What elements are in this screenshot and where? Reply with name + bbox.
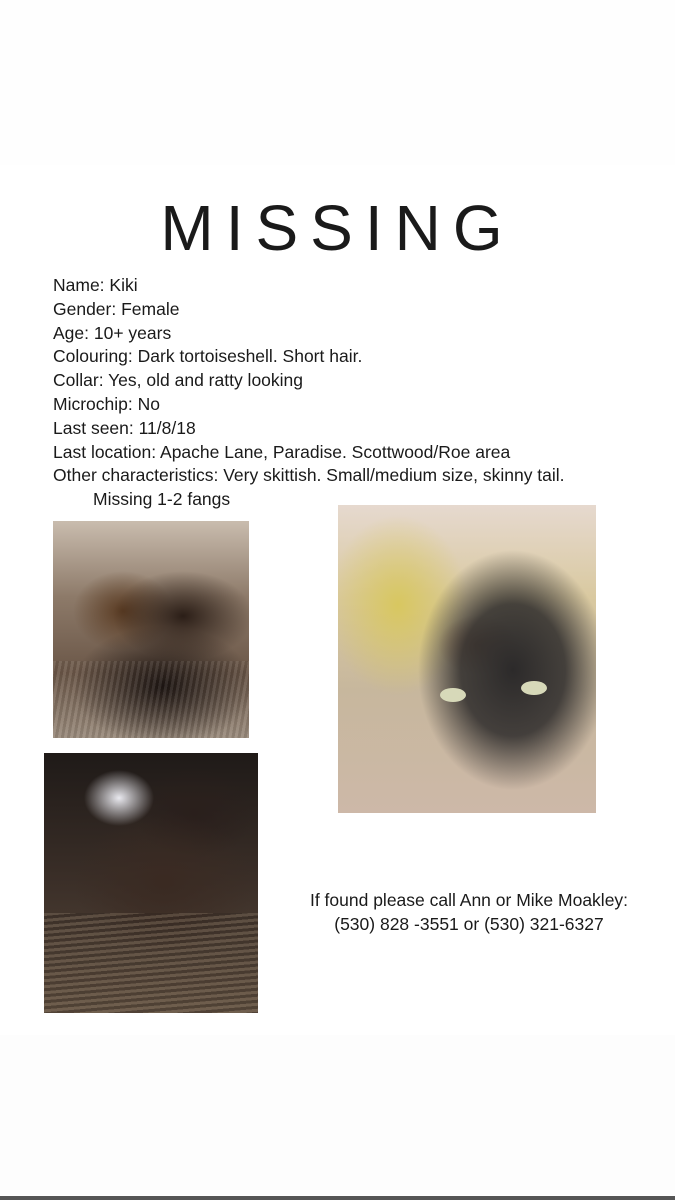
top-blank-area	[0, 0, 675, 165]
detail-colouring: Colouring: Dark tortoiseshell. Short hair.	[53, 346, 363, 367]
detail-name: Name: Kiki	[53, 275, 138, 295]
cat-eye-right	[521, 681, 547, 695]
contact-line: If found please call Ann or Mike Moakley:	[309, 890, 629, 910]
detail-other-characteristics-cont: Missing 1-2 fangs	[93, 489, 231, 510]
cat-photo-lying	[53, 521, 249, 738]
contact-phones: (530) 828 -3551 or (530) 321-6327	[334, 914, 604, 934]
detail-last-location: Last location: Apache Lane, Paradise. Scottwood/Roe area	[53, 441, 511, 462]
detail-collar: Collar: Yes, old and ratty looking	[53, 370, 304, 391]
cat-photo-sleeping	[44, 753, 258, 1013]
cat-eye-left	[440, 688, 466, 702]
detail-microchip: Microchip: No	[53, 393, 160, 414]
detail-other-characteristics: Other characteristics: Very skittish. Small/medium size, skinny tail.	[53, 465, 565, 486]
detail-gender: Gender: Female	[53, 298, 180, 319]
contact-info	[290, 888, 648, 936]
poster-title: MISSING	[160, 192, 515, 264]
detail-age: Age: 10+ years	[53, 322, 172, 343]
bottom-blank-area	[0, 1035, 675, 1195]
cat-details	[53, 274, 653, 512]
detail-last-seen: Last seen: 11/8/18	[53, 417, 196, 438]
cat-photo-face	[338, 505, 596, 813]
bottom-divider	[0, 1196, 675, 1200]
